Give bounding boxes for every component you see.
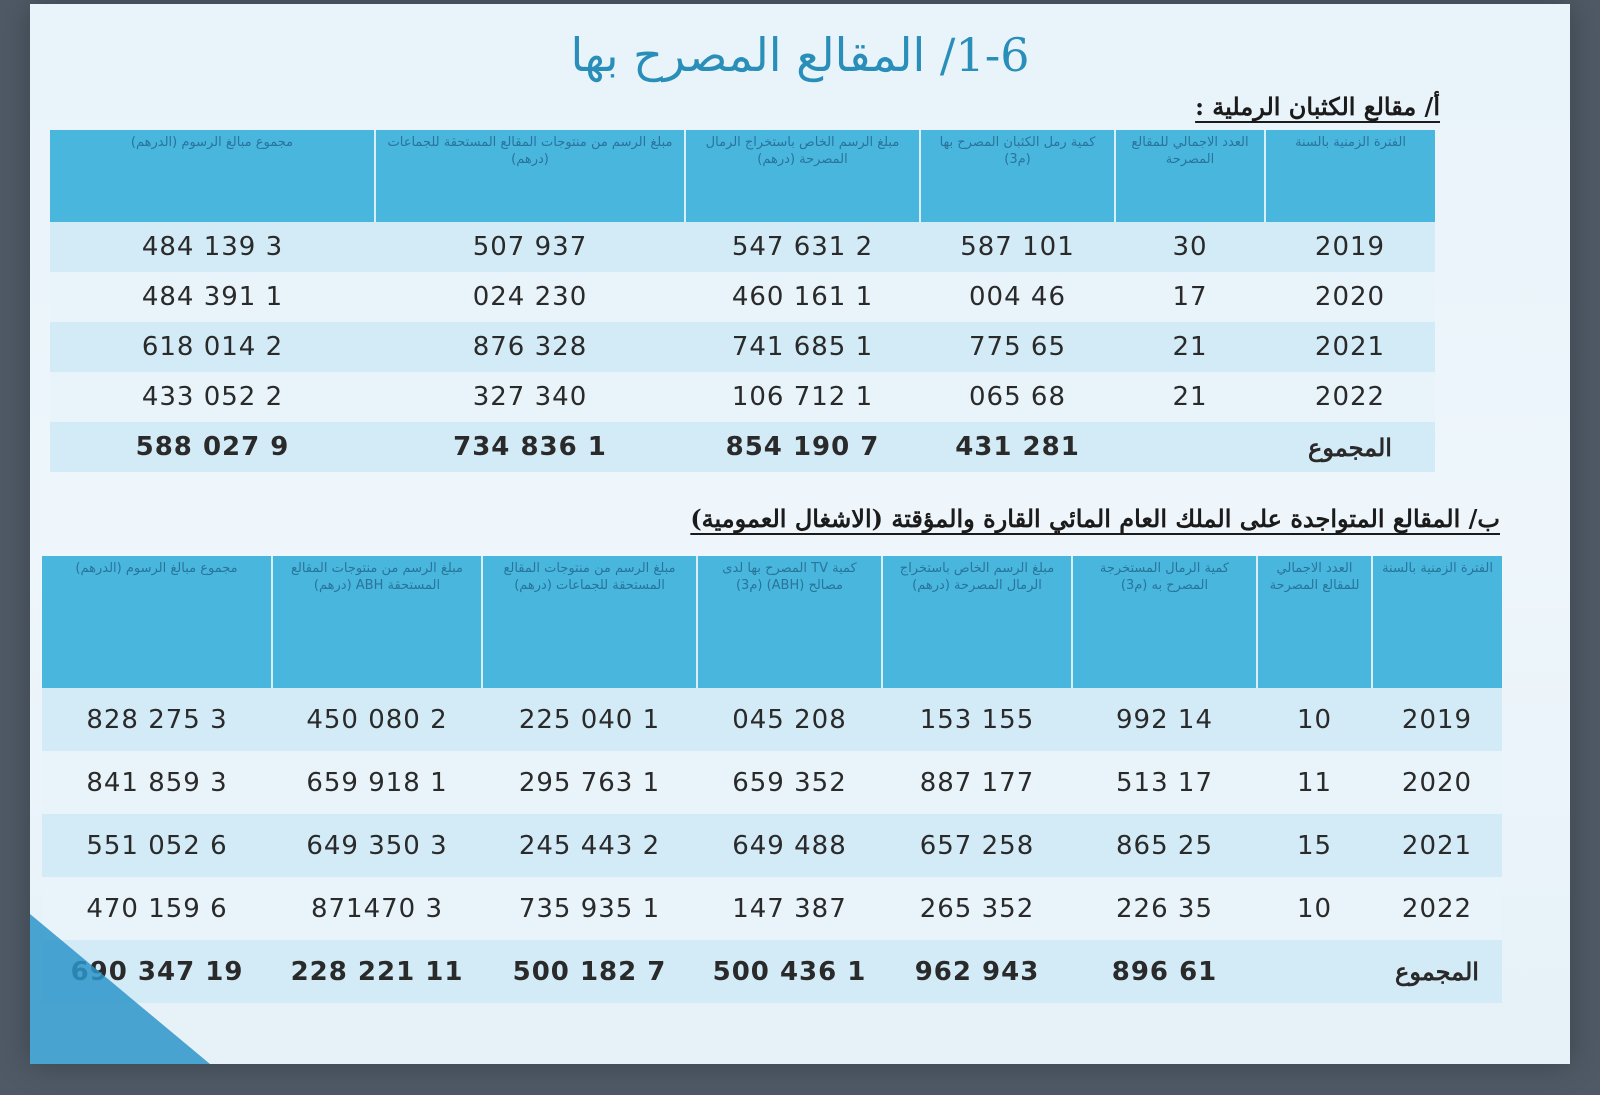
table-row (50, 222, 1435, 272)
decorative-corner (30, 914, 210, 1064)
cell: 46 004 (920, 272, 1115, 322)
cell: 11 (1257, 751, 1372, 814)
table-total-row (42, 940, 1502, 1003)
cell: 6 052 551 (42, 814, 272, 877)
table-row (42, 751, 1502, 814)
cell: 340 327 (375, 372, 685, 422)
cell: 943 962 (882, 940, 1072, 1003)
cell: 2020 (1265, 272, 1435, 322)
cell: 17 (1115, 272, 1265, 322)
cell: 2 443 245 (482, 814, 697, 877)
cell: 258 657 (882, 814, 1072, 877)
cell (1115, 422, 1265, 472)
table-public-water-domain-quarries (42, 556, 1502, 1003)
cell: 3 139 484 (50, 222, 375, 272)
col-header: كمية الرمال المستخرجة المصرح به (م3) (1072, 556, 1257, 688)
cell: 281 431 (920, 422, 1115, 472)
cell: 328 876 (375, 322, 685, 372)
cell: 3 871470 (272, 877, 482, 940)
table-row (50, 322, 1435, 372)
col-header: العدد الاجمالي للمقالع المصرحة (1115, 130, 1265, 222)
cell: 352 265 (882, 877, 1072, 940)
cell: 1 935 735 (482, 877, 697, 940)
cell: 1 391 484 (50, 272, 375, 322)
cell: 19 347 690 (42, 940, 272, 1003)
cell: 387 147 (697, 877, 882, 940)
cell: 2021 (1372, 814, 1502, 877)
cell: 35 226 (1072, 877, 1257, 940)
total-label: المجموع (1372, 940, 1502, 1003)
col-header: العدد الاجمالي للمقالع المصرحة (1257, 556, 1372, 688)
col-header: الفترة الزمنية بالسنة (1372, 556, 1502, 688)
cell: 101 587 (920, 222, 1115, 272)
cell: 68 065 (920, 372, 1115, 422)
cell: 15 (1257, 814, 1372, 877)
col-header: الفترة الزمنية بالسنة (1265, 130, 1435, 222)
cell: 30 (1115, 222, 1265, 272)
cell: 1 918 659 (272, 751, 482, 814)
cell: 1 763 295 (482, 751, 697, 814)
table-row (42, 877, 1502, 940)
cell: 25 865 (1072, 814, 1257, 877)
cell: 2022 (1372, 877, 1502, 940)
cell: 2 631 547 (685, 222, 920, 272)
col-header: مجموع مبالغ الرسوم (الدرهم) (50, 130, 375, 222)
col-header: مجموع مبالغ الرسوم (الدرهم) (42, 556, 272, 688)
cell: 61 896 (1072, 940, 1257, 1003)
cell: 6 159 470 (42, 877, 272, 940)
col-header: مبلغ الرسم الخاص باستخراج الرمال المصرحة (درهم) (685, 130, 920, 222)
cell: 155 153 (882, 688, 1072, 751)
cell: 2019 (1372, 688, 1502, 751)
cell: 65 775 (920, 322, 1115, 372)
col-header: كمية TV المصرح بها لدى مصالح (ABH) (م3) (697, 556, 882, 688)
cell: 208 045 (697, 688, 882, 751)
cell: 2 080 450 (272, 688, 482, 751)
section-b-heading: ب/ المقالع المتواجدة على الملك العام المائي القارة والمؤقتة (الاشغال العمومية) (690, 504, 1500, 533)
cell: 2019 (1265, 222, 1435, 272)
cell: 10 (1257, 688, 1372, 751)
table-sand-dune-quarries (50, 130, 1435, 472)
cell: 3 275 828 (42, 688, 272, 751)
cell: 21 (1115, 322, 1265, 372)
table-row (42, 688, 1502, 751)
cell: 2022 (1265, 372, 1435, 422)
cell: 937 507 (375, 222, 685, 272)
cell: 7 182 500 (482, 940, 697, 1003)
table-row (50, 372, 1435, 422)
table-header-row (42, 556, 1502, 688)
cell: 1 040 225 (482, 688, 697, 751)
cell (1257, 940, 1372, 1003)
section-a-heading: أ/ مقالع الكثبان الرملية : (1195, 92, 1440, 121)
cell: 9 027 588 (50, 422, 375, 472)
page-title: 1-6/ المقالع المصرح بها (570, 28, 1030, 82)
table-row (42, 814, 1502, 877)
cell: 21 (1115, 372, 1265, 422)
cell: 1 436 500 (697, 940, 882, 1003)
cell: 11 221 228 (272, 940, 482, 1003)
table-row (50, 272, 1435, 322)
cell: 3 859 841 (42, 751, 272, 814)
cell: 488 649 (697, 814, 882, 877)
table-total-row (50, 422, 1435, 472)
total-label: المجموع (1265, 422, 1435, 472)
cell: 2 052 433 (50, 372, 375, 422)
cell: 17 513 (1072, 751, 1257, 814)
cell: 7 190 854 (685, 422, 920, 472)
col-header: مبلغ الرسم الخاص باستخراج الرمال المصرحة (درهم) (882, 556, 1072, 688)
cell: 177 887 (882, 751, 1072, 814)
cell: 2021 (1265, 322, 1435, 372)
cell: 2020 (1372, 751, 1502, 814)
table-header-row (50, 130, 1435, 222)
col-header: مبلغ الرسم من منتوجات المقالع المستحقة للجماعات (درهم) (375, 130, 685, 222)
slide (30, 4, 1570, 1064)
col-header: كمية رمل الكثبان المصرح بها (م3) (920, 130, 1115, 222)
col-header: مبلغ الرسم من منتوجات المقالع المستحقة للجماعات (درهم) (482, 556, 697, 688)
cell: 10 (1257, 877, 1372, 940)
col-header: مبلغ الرسم من منتوجات المقالع المستحقة ABH (درهم) (272, 556, 482, 688)
cell: 352 659 (697, 751, 882, 814)
cell: 1 685 741 (685, 322, 920, 372)
cell: 1 712 106 (685, 372, 920, 422)
cell: 1 161 460 (685, 272, 920, 322)
cell: 2 014 618 (50, 322, 375, 372)
cell: 1 836 734 (375, 422, 685, 472)
cell: 230 024 (375, 272, 685, 322)
cell: 14 992 (1072, 688, 1257, 751)
cell: 3 350 649 (272, 814, 482, 877)
